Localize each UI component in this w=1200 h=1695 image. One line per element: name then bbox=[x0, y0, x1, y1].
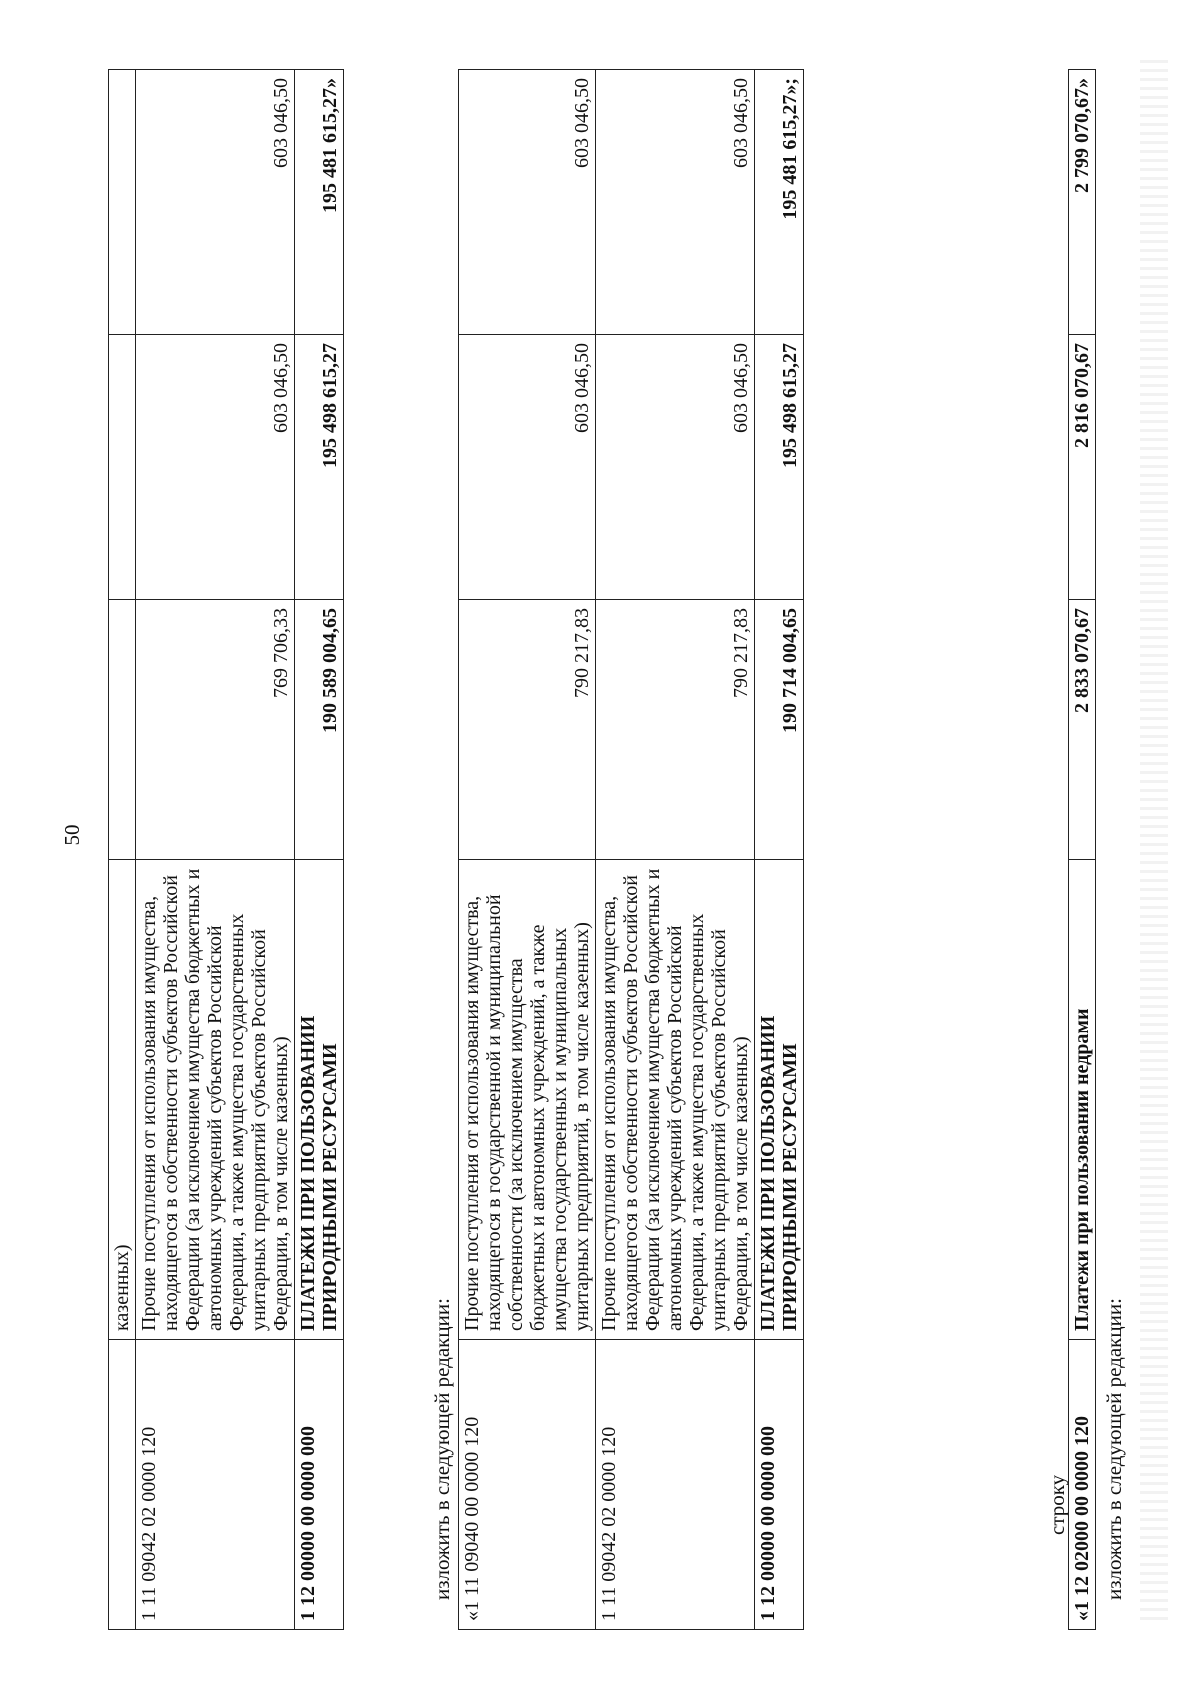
row-value-3: 603 046,50 bbox=[596, 70, 755, 335]
rotated-document-page bbox=[60, 40, 1150, 1630]
table-row bbox=[1069, 70, 1096, 1630]
row-value-1: 790 217,83 bbox=[596, 600, 755, 860]
row-code: 1 11 09042 02 0000 120 bbox=[596, 1340, 755, 1630]
row-value-2: 2 816 070,67 bbox=[1069, 335, 1096, 600]
row-value-2: 195 498 615,27 bbox=[755, 335, 804, 600]
row-name: Прочие поступления от использования имущества, находящегося в государственной и муниципальной собственности (за исключением имущества бюджетных и автономных учреждений, а также имущества государственных и муниципальных унитарных предприятий, в том числе казенных) bbox=[459, 860, 596, 1340]
row-value-1: 190 714 004,65 bbox=[755, 600, 804, 860]
row-value-3: 195 481 615,27» bbox=[295, 70, 344, 335]
row-value-1 bbox=[109, 600, 136, 860]
row-value-3: 603 046,50 bbox=[459, 70, 596, 335]
page-number: 50 bbox=[60, 824, 84, 846]
row-code: «1 12 02000 00 0000 120 bbox=[1069, 1340, 1096, 1630]
row-value-2: 195 498 615,27 bbox=[295, 335, 344, 600]
row-value-3: 603 046,50 bbox=[136, 70, 295, 335]
budget-table-1 bbox=[108, 69, 344, 1630]
row-value-2: 603 046,50 bbox=[459, 335, 596, 600]
table-row bbox=[109, 70, 136, 1630]
table-row bbox=[295, 70, 344, 1630]
row-code: 1 12 00000 00 0000 000 bbox=[295, 1340, 344, 1630]
row-name: ПЛАТЕЖИ ПРИ ПОЛЬЗОВАНИИ ПРИРОДНЫМИ РЕСУРСАМИ bbox=[295, 860, 344, 1340]
table-row bbox=[136, 70, 295, 1630]
row-name: Прочие поступления от использования имущества, находящегося в собственности субъектов Российской Федерации (за исключением имущества бюджетных и автономных учреждений субъектов Российской Федерации, а также имущества государственных унитарных предприятий субъектов Российской Федерации, в том числе казенных) bbox=[136, 860, 295, 1340]
row-value-3: 195 481 615,27»; bbox=[755, 70, 804, 335]
row-value-2 bbox=[109, 335, 136, 600]
row-value-1: 769 706,33 bbox=[136, 600, 295, 860]
budget-table-3 bbox=[1068, 69, 1096, 1630]
row-name: казенных) bbox=[109, 860, 136, 1340]
budget-table-2 bbox=[458, 69, 804, 1630]
row-value-3: 2 799 070,67» bbox=[1069, 70, 1096, 335]
caption-edit-1: изложить в следующей редакции: bbox=[430, 1298, 454, 1600]
row-code: 1 12 00000 00 0000 000 bbox=[755, 1340, 804, 1630]
row-value-1: 790 217,83 bbox=[459, 600, 596, 860]
row-value-3 bbox=[109, 70, 136, 335]
row-code: 1 11 09042 02 0000 120 bbox=[136, 1340, 295, 1630]
caption-edit-2: изложить в следующей редакции: bbox=[1102, 1298, 1126, 1600]
table-row bbox=[459, 70, 596, 1630]
row-name: Платежи при пользовании недрами bbox=[1069, 860, 1096, 1340]
table-row bbox=[755, 70, 804, 1630]
row-code: «1 11 09040 00 0000 120 bbox=[459, 1340, 596, 1630]
table-row bbox=[596, 70, 755, 1630]
row-value-2: 603 046,50 bbox=[596, 335, 755, 600]
row-code bbox=[109, 1340, 136, 1630]
row-value-2: 603 046,50 bbox=[136, 335, 295, 600]
row-name: ПЛАТЕЖИ ПРИ ПОЛЬЗОВАНИИ ПРИРОДНЫМИ РЕСУРСАМИ bbox=[755, 860, 804, 1340]
row-value-1: 190 589 004,65 bbox=[295, 600, 344, 860]
row-name: Прочие поступления от использования имущества, находящегося в собственности субъектов Российской Федерации (за исключением имущества бюджетных и автономных учреждений субъектов Российской Федерации, а также имущества государственных унитарных предприятий субъектов Российской Федерации, в том числе казенных) bbox=[596, 860, 755, 1340]
caption-row: строку bbox=[1045, 1474, 1069, 1535]
row-value-1: 2 833 070,67 bbox=[1069, 600, 1096, 860]
